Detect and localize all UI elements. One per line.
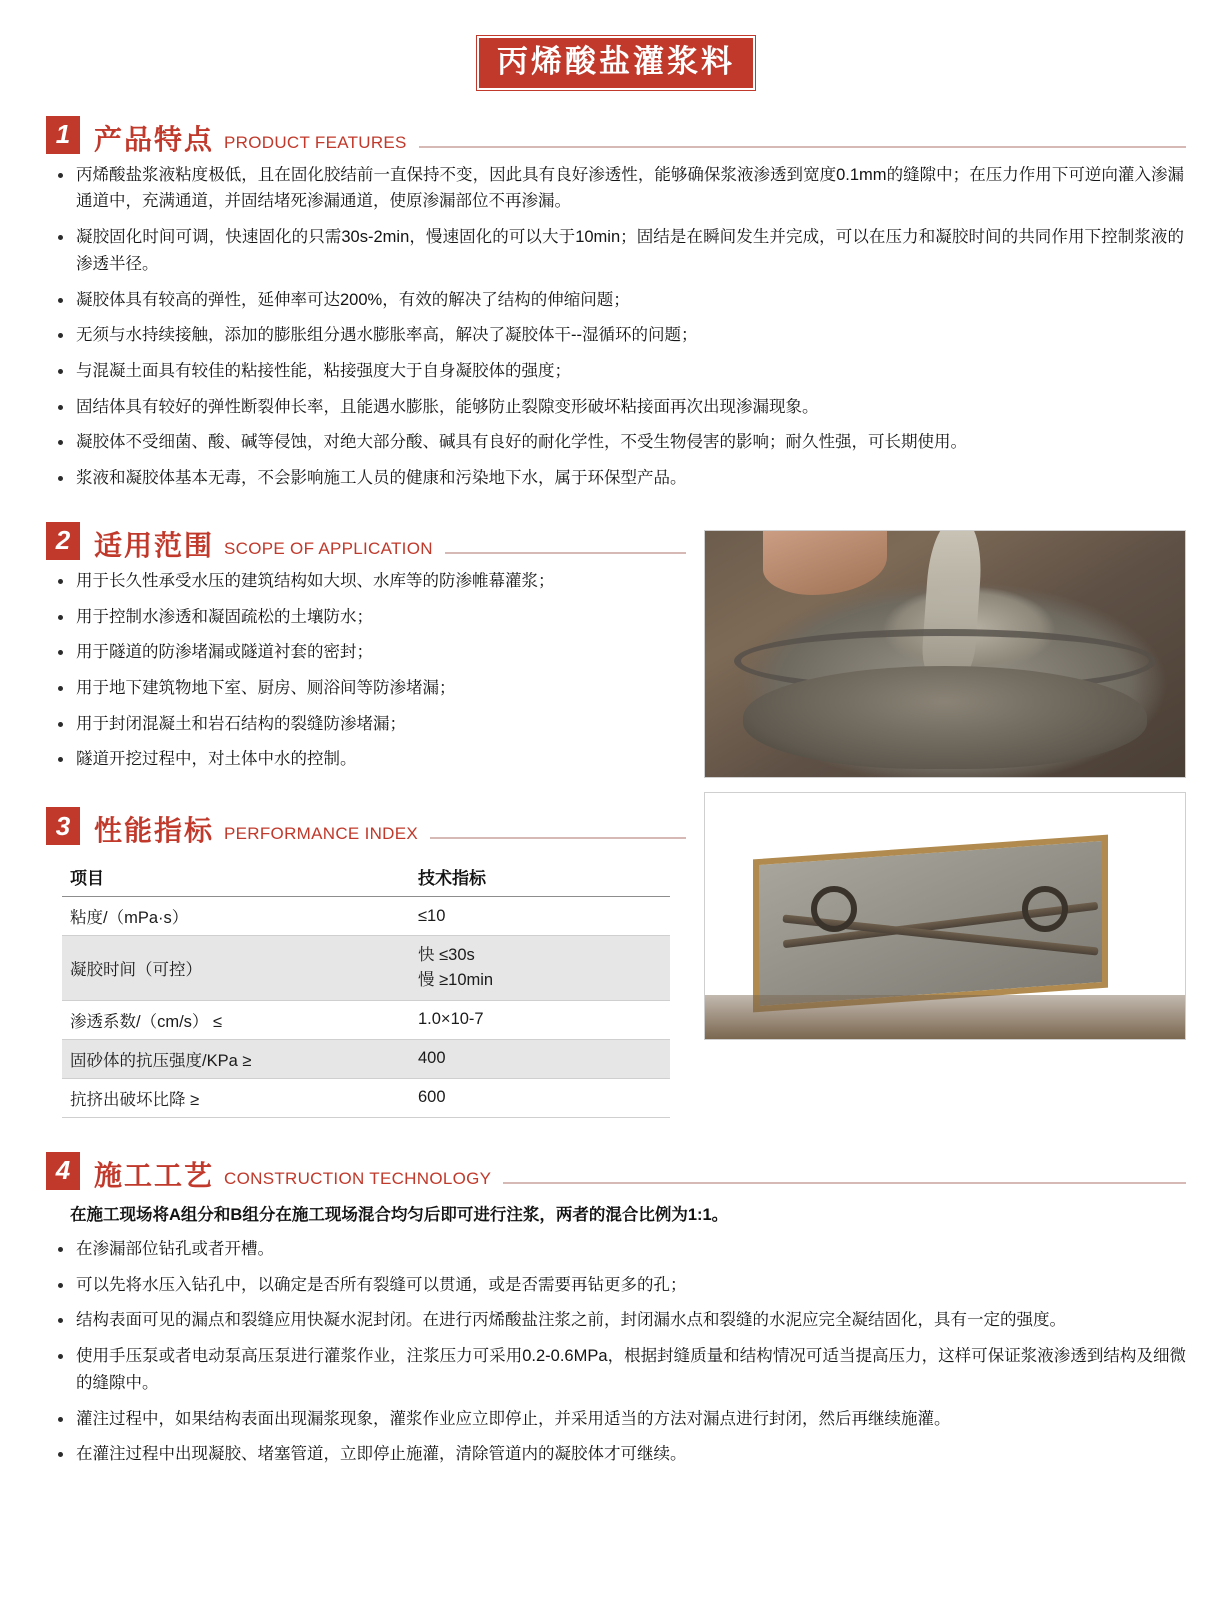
- list-item: 可以先将水压入钻孔中，以确定是否所有裂缝可以贯通，或是否需要再钻更多的孔；: [46, 1272, 1186, 1299]
- list-item: 隧道开挖过程中，对土体中水的控制。: [46, 746, 686, 773]
- hand-shape: [763, 531, 888, 595]
- list-item: 使用手压泵或者电动泵高压泵进行灌浆作业，注浆压力可采用0.2-0.6MPa，根据封缝质量和结构情况可适当提高压力，这样可保证浆液渗透到结构及细微的缝隙中。: [46, 1343, 1186, 1396]
- cell-name: 渗透系数/（cm/s） ≤: [62, 1000, 410, 1039]
- section-1-number: 1: [46, 116, 80, 154]
- table-row: [62, 936, 670, 1001]
- section-4-title-en: CONSTRUCTION TECHNOLOGY: [224, 1168, 492, 1188]
- product-features-list: [46, 162, 1186, 492]
- list-item: 在渗漏部位钻孔或者开槽。: [46, 1236, 1186, 1263]
- cell-value: 600: [410, 1078, 670, 1117]
- list-item: 凝胶体具有较高的弹性，延伸率可达200%，有效的解决了结构的伸缩问题；: [46, 287, 1186, 314]
- list-item: 凝胶固化时间可调，快速固化的只需30s-2min，慢速固化的可以大于10min；固结是在瞬间发生并完成，可以在压力和凝胶时间的共同作用下控制浆液的渗透半径。: [46, 224, 1186, 277]
- cell-value-line-2: 慢 ≥10min: [418, 970, 494, 989]
- table-row: [62, 1000, 670, 1039]
- section-4-heading: [46, 1152, 1186, 1190]
- cell-name: 固砂体的抗压强度/KPa ≥: [62, 1039, 410, 1078]
- table-row: [62, 1039, 670, 1078]
- bucket-rim-shape: [734, 629, 1156, 693]
- cell-value-line-1: 快 ≤30s: [418, 946, 475, 965]
- column-header-value: 技术指标: [410, 857, 670, 897]
- section-2-rule: [445, 552, 686, 554]
- section-2-heading: [46, 522, 686, 560]
- lifting-ring-shape: [811, 886, 857, 932]
- document-title: 丙烯酸盐灌浆料: [477, 36, 755, 90]
- list-item: 灌注过程中，如果结构表面出现漏浆现象，灌浆作业应立即停止，并采用适当的方法对漏点进行封闭，然后再继续施灌。: [46, 1406, 1186, 1433]
- lifting-ring-shape: [1022, 886, 1068, 932]
- section-4-rule: [503, 1182, 1186, 1184]
- section-4-title-cn: 施工工艺: [94, 1159, 215, 1191]
- section-construction-technology: [46, 1152, 1186, 1517]
- cell-name: 凝胶时间（可控）: [62, 936, 410, 1001]
- section-1-heading: [46, 116, 1186, 154]
- table-header-row: [62, 857, 670, 897]
- section-scope-of-application: [46, 522, 686, 773]
- performance-index-table: [62, 857, 670, 1118]
- cell-name: 粘度/（mPa·s）: [62, 897, 410, 936]
- list-item: 浆液和凝胶体基本无毒，不会影响施工人员的健康和污染地下水，属于环保型产品。: [46, 465, 1186, 492]
- section-2-title-cn: 适用范围: [94, 529, 215, 561]
- section-4-number: 4: [46, 1152, 80, 1190]
- section-3-rule: [430, 837, 686, 839]
- ground-shape: [705, 995, 1185, 1039]
- cell-value: [410, 936, 670, 1001]
- cell-value: 400: [410, 1039, 670, 1078]
- section-3-title-cn: 性能指标: [94, 815, 215, 847]
- list-item: 固结体具有较好的弹性断裂伸长率，且能遇水膨胀，能够防止裂隙变形破坏粘接面再次出现渗漏现象。: [46, 394, 1186, 421]
- construction-site-photo: [704, 792, 1186, 1040]
- list-item: 无须与水持续接触，添加的膨胀组分遇水膨胀率高，解决了凝胶体干--湿循环的问题；: [46, 322, 1186, 349]
- section-3-title-en: PERFORMANCE INDEX: [224, 824, 419, 844]
- scope-list: [46, 568, 686, 773]
- section-3-heading: [46, 807, 686, 845]
- list-item: 丙烯酸盐浆液粘度极低，且在固化胶结前一直保持不变，因此具有良好渗透性，能够确保浆液渗透到宽度0.1mm的缝隙中；在压力作用下可逆向灌入渗漏通道中，充满通道，并固结堵死渗漏通道，使原渗漏部位不再渗漏。: [46, 162, 1186, 215]
- middle-region: [46, 522, 1186, 1118]
- column-header-item: 项目: [62, 857, 410, 897]
- title-banner: [0, 0, 1232, 90]
- section-3-number: 3: [46, 807, 80, 845]
- cell-value: ≤10: [410, 897, 670, 936]
- section-2-number: 2: [46, 522, 80, 560]
- construction-lead-text: 在施工现场将A组分和B组分在施工现场混合均匀后即可进行注浆，两者的混合比例为1:1。: [70, 1205, 729, 1224]
- grout-pouring-photo: [704, 530, 1186, 778]
- photo-column: [704, 522, 1186, 1040]
- cell-value: 1.0×10-7: [410, 1000, 670, 1039]
- section-product-features: [46, 116, 1186, 492]
- section-performance-index: [46, 807, 686, 1118]
- list-item: 与混凝土面具有较佳的粘接性能，粘接强度大于自身凝胶体的强度；: [46, 358, 1186, 385]
- table-row: [62, 897, 670, 936]
- section-1-title-cn: 产品特点: [94, 123, 215, 155]
- list-item: 用于地下建筑物地下室、厨房、厕浴间等防渗堵漏；: [46, 675, 686, 702]
- section-1-rule: [419, 146, 1186, 148]
- cell-name: 抗挤出破坏比降 ≥: [62, 1078, 410, 1117]
- list-item: 结构表面可见的漏点和裂缝应用快凝水泥封闭。在进行丙烯酸盐注浆之前，封闭漏水点和裂缝的水泥应完全凝结固化，具有一定的强度。: [46, 1307, 1186, 1334]
- list-item: 凝胶体不受细菌、酸、碱等侵蚀，对绝大部分酸、碱具有良好的耐化学性，不受生物侵害的影响；耐久性强，可长期使用。: [46, 429, 1186, 456]
- table-row: [62, 1078, 670, 1117]
- section-2-title-en: SCOPE OF APPLICATION: [224, 538, 433, 558]
- list-item: 用于隧道的防渗堵漏或隧道衬套的密封；: [46, 639, 686, 666]
- list-item: 用于控制水渗透和凝固疏松的土壤防水；: [46, 604, 686, 631]
- middle-left-column: [46, 522, 686, 1118]
- section-1-title-en: PRODUCT FEATURES: [224, 132, 407, 152]
- list-item: 用于封闭混凝土和岩石结构的裂缝防渗堵漏；: [46, 711, 686, 738]
- list-item: 用于长久性承受水压的建筑结构如大坝、水库等的防渗帷幕灌浆；: [46, 568, 686, 595]
- list-item: 在灌注过程中出现凝胶、堵塞管道，立即停止施灌，清除管道内的凝胶体才可继续。: [46, 1441, 1186, 1468]
- construction-steps-list: [46, 1236, 1186, 1468]
